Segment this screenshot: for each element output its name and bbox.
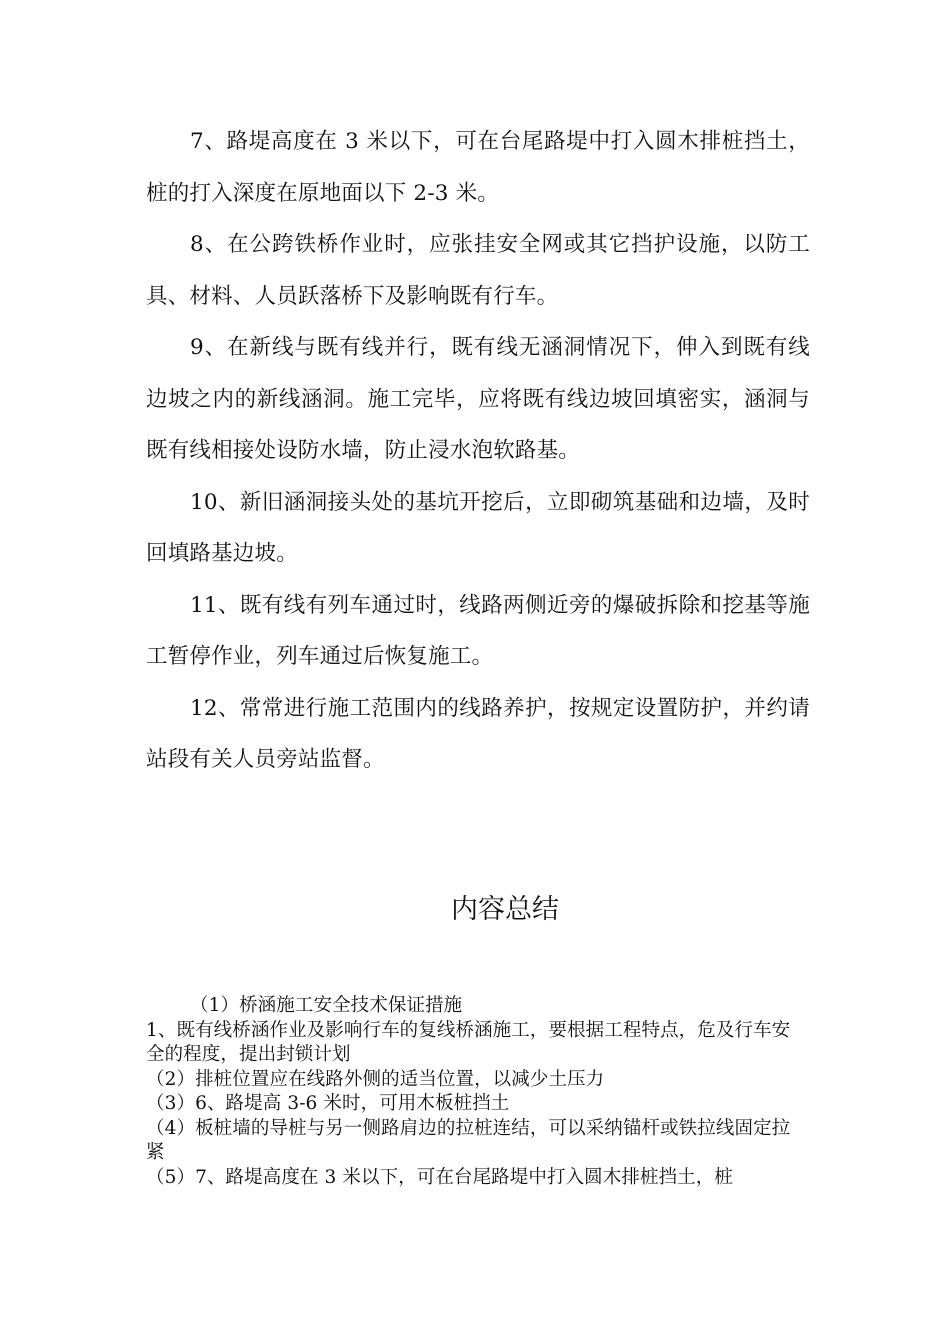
summary-line-5: （4）板桩墙的导桩与另一侧路肩边的拉桩连结，可以采纳锚杆或铁拉线固定拉紧 xyxy=(146,1117,791,1163)
paragraph-item-11: 11、既有线有列车通过时，线路两侧近旁的爆破拆除和挖基等施工暂停作业，列车通过后恢复施工。 xyxy=(146,592,810,669)
summary-line-2: 1、既有线桥涵作业及影响行车的复线桥涵施工，要根据工程特点，危及行车安全的程度，提出封锁计划 xyxy=(146,1019,791,1065)
summary-line-3: （2）排桩位置应在线路外侧的适当位置，以减少土压力 xyxy=(146,1068,605,1090)
summary-section xyxy=(146,994,806,1190)
summary-line-6: （5）7、路堤高度在 3 米以下，可在台尾路堤中打入圆木排桩挡土，桩 xyxy=(146,1166,733,1188)
paragraph-item-7: 7、路堤高度在 3 米以下，可在台尾路堤中打入圆木排桩挡土，桩的打入深度在原地面以下 2-3 米。 xyxy=(146,129,810,206)
summary-title: 内容总结 xyxy=(451,894,559,925)
paragraph-item-12: 12、常常进行施工范围内的线路养护，按规定设置防护，并约请站段有关人员旁站监督。 xyxy=(146,695,810,772)
body-text xyxy=(146,116,810,786)
paragraph-item-10: 10、新旧涵洞接头处的基坑开挖后，立即砌筑基础和边墙，及时回填路基边坡。 xyxy=(146,489,810,566)
paragraph-item-8: 8、在公跨铁桥作业时，应张挂安全网或其它挡护设施，以防工具、材料、人员跃落桥下及影响既有行车。 xyxy=(146,232,810,309)
summary-line-1: （1）桥涵施工安全技术保证措施 xyxy=(190,995,463,1016)
summary-line-4: （3）6、路堤高 3-6 米时，可用木板桩挡土 xyxy=(146,1093,510,1114)
paragraph-item-9: 9、在新线与既有线并行，既有线无涵洞情况下，伸入到既有线边坡之内的新线涵洞。施工完毕，应将既有线边坡回填密实，涵洞与既有线相接处设防水墙，防止浸水泡软路基。 xyxy=(146,335,810,463)
